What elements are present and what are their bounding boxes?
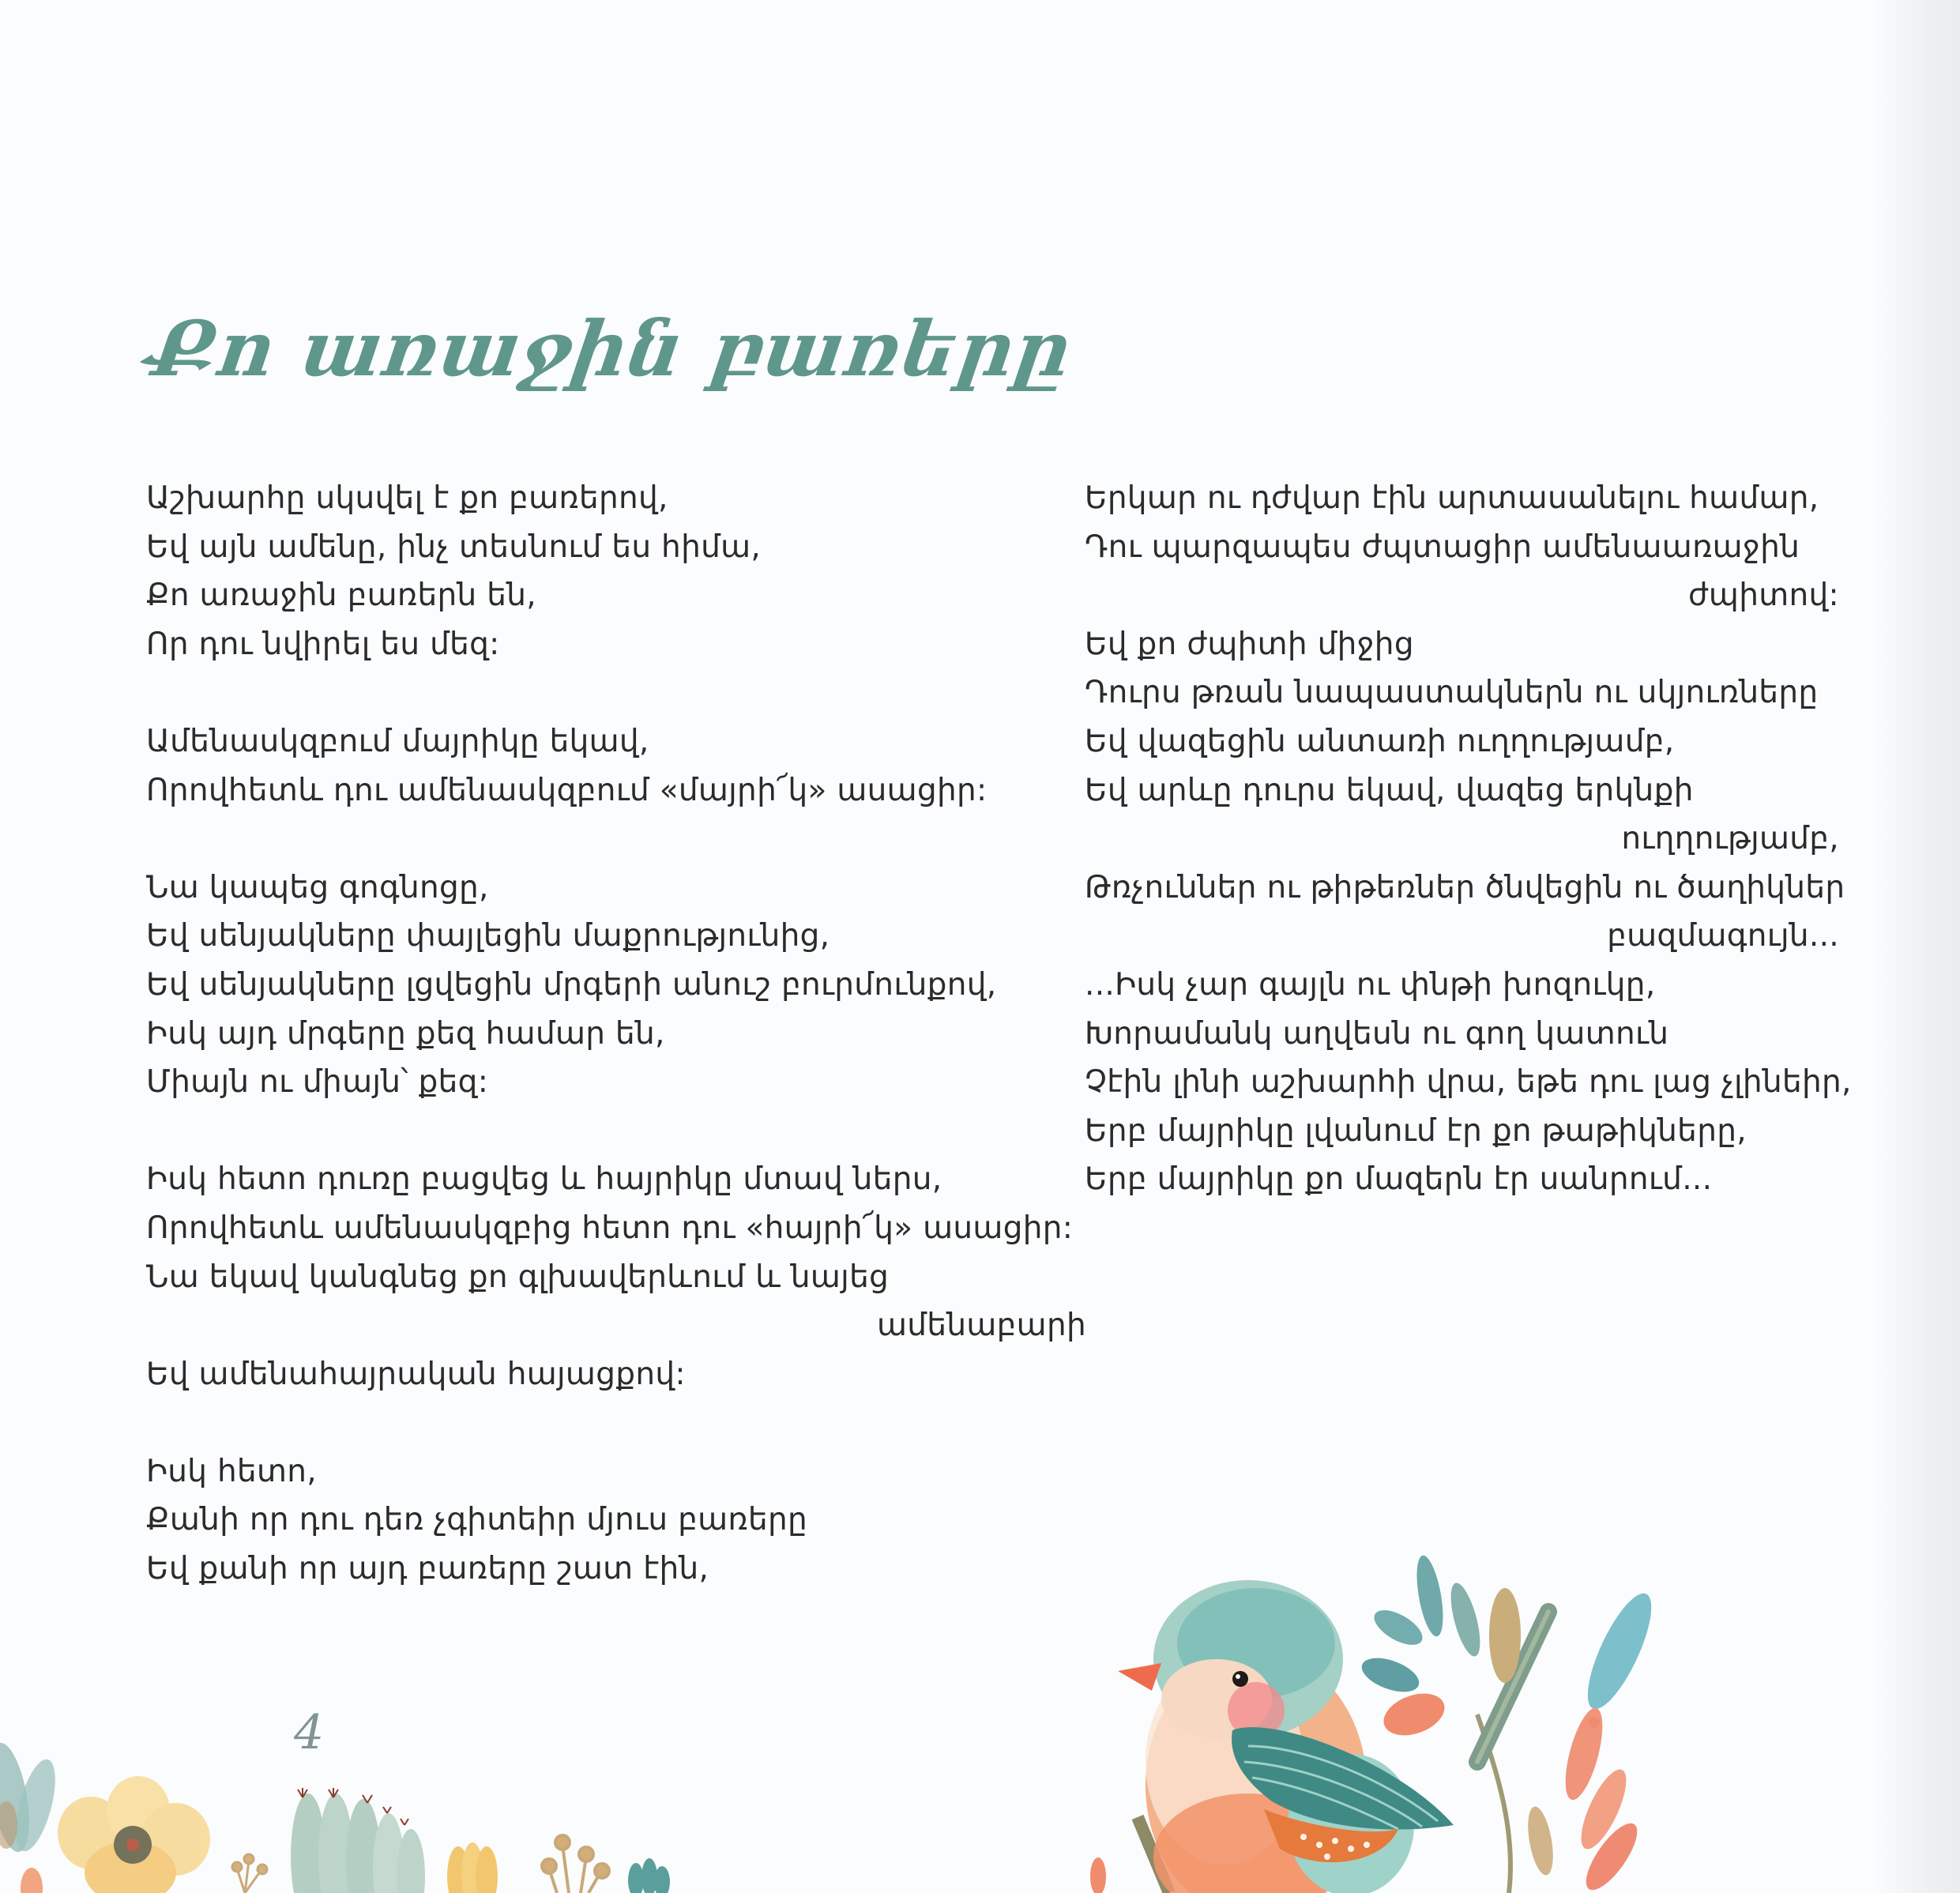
poem-line-continuation: ուղղությամբ,	[1621, 821, 1839, 857]
poem-line: Ամենասկզբում մայրիկը եկավ,	[146, 723, 649, 759]
poem-line: Եվ սենյակները փայլեցին մաքրությունից,	[146, 918, 830, 954]
poem-line: Նա կապեց գոգնոցը,	[146, 869, 489, 905]
poem-line: Եվ ամենահայրական հայացքով:	[146, 1356, 686, 1392]
stanza-break	[146, 1398, 1086, 1447]
poem-line: Եվ վազեցին անտառի ուղղությամբ,	[1085, 723, 1675, 759]
poem-line-continuation: ժպիտով:	[1687, 578, 1839, 614]
stanza-break	[146, 815, 1086, 864]
poem-line: Երբ մայրիկը քո մազերն էր սանրում...	[1085, 1161, 1713, 1198]
poem-line: Խորամանկ աղվեսն ու գող կատուն	[1085, 1015, 1669, 1052]
poem-line-continuation: բազմագույն...	[1607, 918, 1839, 954]
poem-line: Եվ քո ժպիտի միջից	[1085, 626, 1414, 662]
poem-title: Քո առաջին բառերը	[144, 304, 1077, 393]
poem-line: Եվ քանի որ այդ բառերը շատ էին,	[146, 1551, 709, 1587]
poem-line: Որ դու նվիրել ես մեզ:	[146, 626, 500, 662]
poem-line: Եվ այն ամենը, ինչ տեսնում ես հիմա,	[146, 529, 762, 565]
stanza-break	[146, 1107, 1086, 1156]
poem-line: Որովհետև ամենասկզբից հետո դու «հայրի՜կ» ասացիր:	[146, 1210, 1074, 1246]
poem-line: Աշխարհը սկսվել է քո բառերով,	[146, 480, 668, 516]
poem-line: Իսկ հետո դուռը բացվեց և հայրիկը մտավ ներս,	[146, 1161, 942, 1198]
right-column	[1085, 474, 1852, 1204]
poem-line: Դուրս թռան նապաստակներն ու սկյուռները	[1085, 675, 1819, 711]
poem-line: Որովհետև դու ամենասկզբում «մայրի՜կ» ասացիր:	[146, 772, 988, 808]
poem-line: Իսկ հետո,	[146, 1453, 318, 1489]
poem-line: Նա եկավ կանգնեց քո գլխավերևում և նայեց	[146, 1259, 890, 1295]
poem-line: ...Իսկ չար գայլն ու փնթի խոզուկը,	[1085, 966, 1656, 1003]
poem-line: Եվ սենյակները լցվեցին մրգերի անուշ բուրմունքով,	[146, 966, 997, 1003]
poem-line: Թռչուններ ու թիթեռներ ծնվեցին ու ծաղիկներ	[1085, 869, 1845, 905]
poem-line: Իսկ այդ մրգերը քեզ համար են,	[146, 1015, 665, 1052]
poem-line: Դու պարզապես ժպտացիր ամենաառաջին	[1085, 529, 1800, 565]
poem-line: Չէին լինի աշխարհի վրա, եթե դու լաց չլինեիր,	[1085, 1064, 1852, 1101]
stanza-break	[146, 668, 1086, 717]
poem-line: Երբ մայրիկը լվանում էր քո թաթիկները,	[1085, 1112, 1747, 1149]
watercolor-flowers-border-icon	[0, 1738, 711, 1893]
watercolor-bird-on-branch-icon	[1067, 1525, 1778, 1893]
poem-line: Քո առաջին բառերն են,	[146, 578, 536, 614]
left-column	[146, 474, 1086, 1594]
page-number: 4	[294, 1705, 325, 1760]
poem-line: Քանի որ դու դեռ չգիտեիր մյուս բառերը	[146, 1502, 808, 1538]
poem-line: Երկար ու դժվար էին արտասանելու համար,	[1085, 480, 1819, 516]
poem-line: Եվ արևը դուրս եկավ, վազեց երկնքի	[1085, 772, 1694, 808]
poem-line-continuation: ամենաբարի	[877, 1308, 1086, 1344]
poem-line: Միայն ու միայն՝ քեզ:	[146, 1064, 489, 1101]
